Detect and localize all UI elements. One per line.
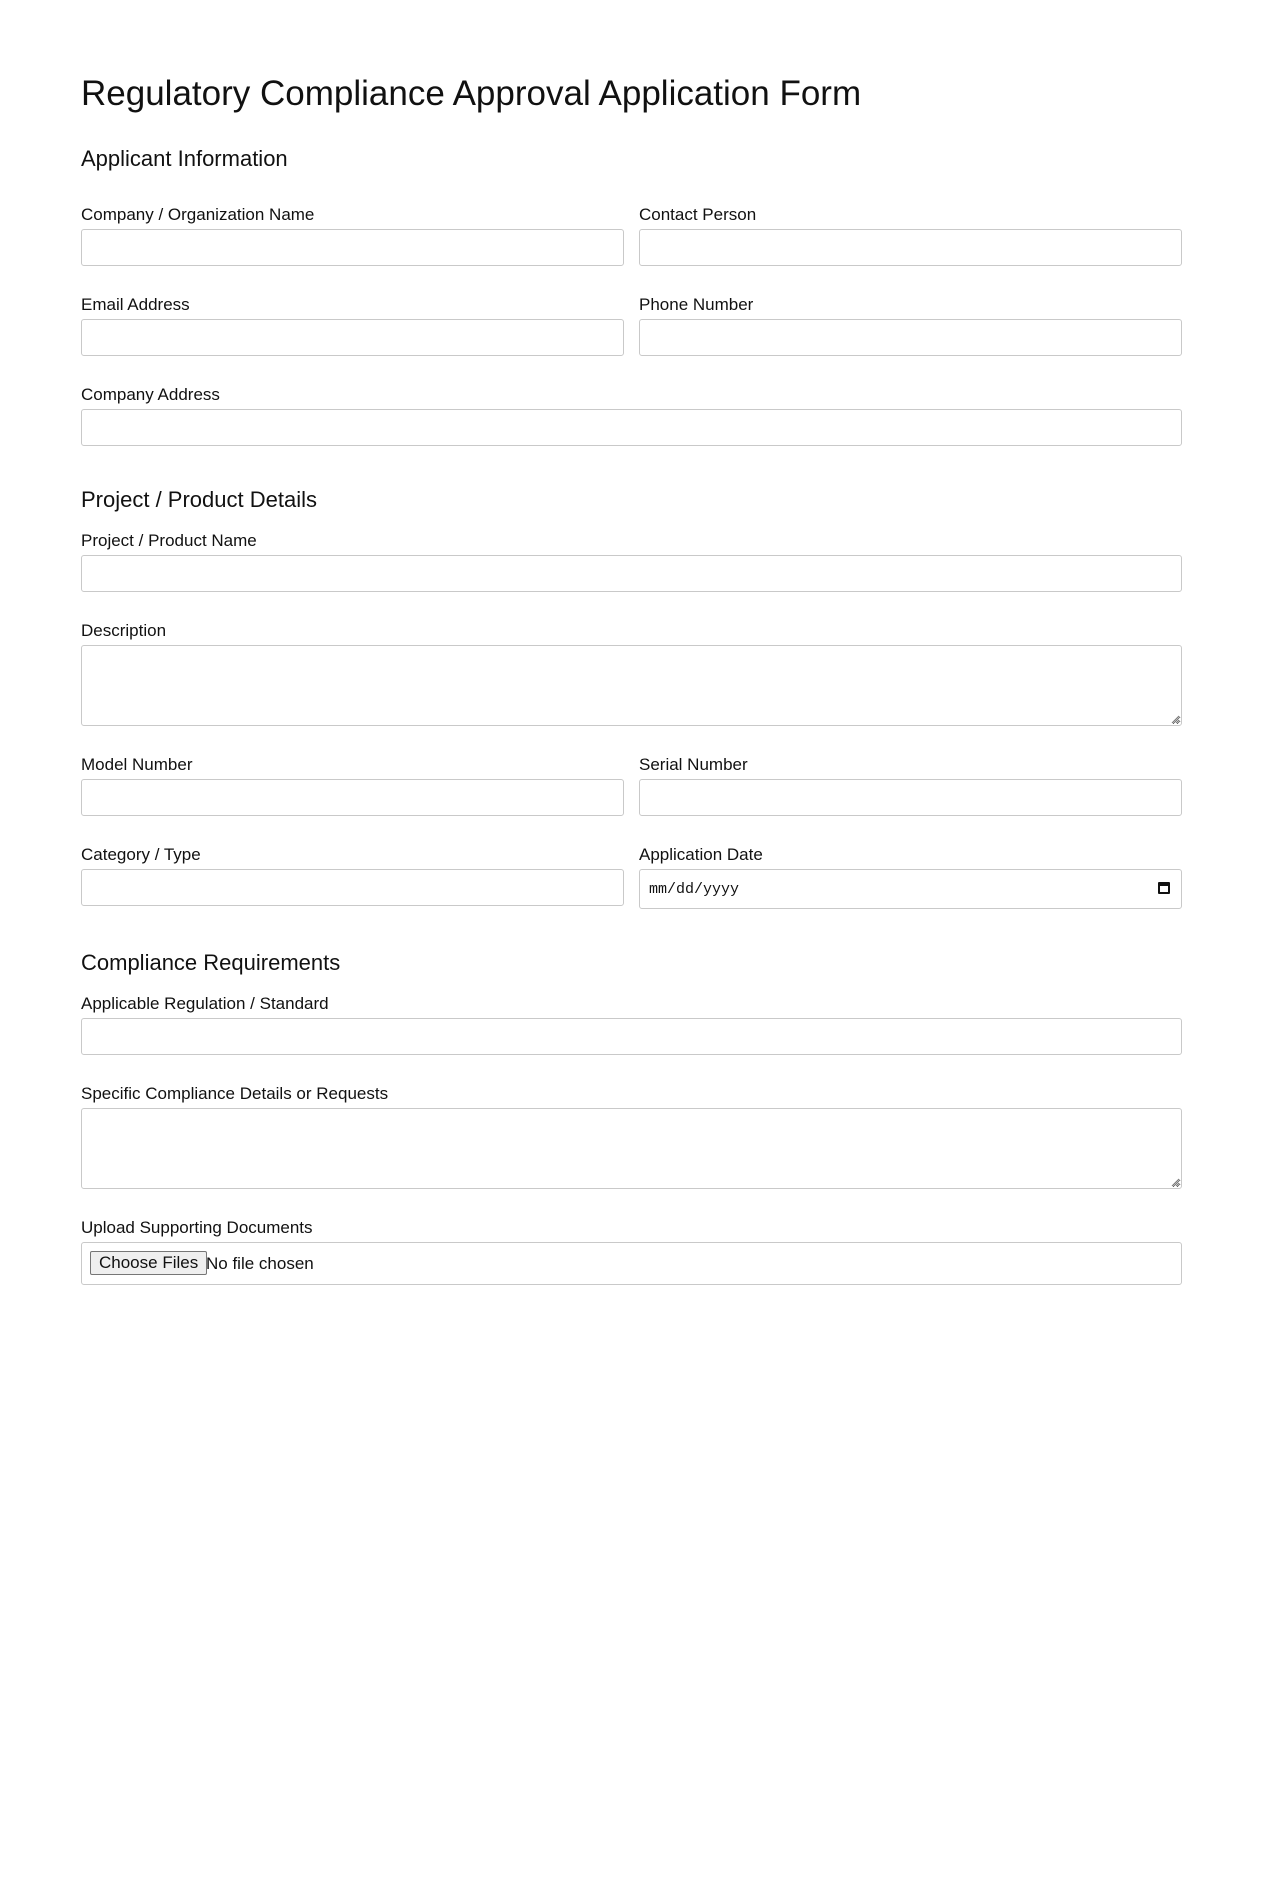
application-date-label: Application Date [639,845,763,864]
category-type-input[interactable] [81,869,624,906]
compliance-details-textarea[interactable] [81,1108,1182,1189]
phone-number-input[interactable] [639,319,1182,356]
serial-number-input[interactable] [639,779,1182,816]
serial-number-label: Serial Number [639,755,748,774]
upload-documents-input[interactable] [81,1242,1182,1285]
contact-person-input[interactable] [639,229,1182,266]
calendar-icon[interactable] [1158,882,1170,894]
applicable-regulation-label: Applicable Regulation / Standard [81,994,329,1013]
compliance-requirements-heading: Compliance Requirements [81,950,341,975]
category-type-label: Category / Type [81,845,201,864]
choose-files-button[interactable]: Choose Files [90,1251,207,1275]
contact-person-label: Contact Person [639,205,757,224]
description-label: Description [81,621,167,640]
file-status-text: No file chosen [206,1254,314,1273]
company-name-label: Company / Organization Name [81,205,315,224]
company-name-input[interactable] [81,229,624,266]
phone-number-label: Phone Number [639,295,754,314]
form-title: Regulatory Compliance Approval Application Form [81,74,862,113]
email-address-input[interactable] [81,319,624,356]
application-date-input[interactable] [639,869,1182,909]
model-number-label: Model Number [81,755,193,774]
project-product-details-heading: Project / Product Details [81,487,317,512]
project-product-name-input[interactable] [81,555,1182,592]
date-placeholder: mm/dd/yyyy [649,881,740,898]
description-textarea[interactable] [81,645,1182,726]
upload-documents-label: Upload Supporting Documents [81,1218,313,1237]
company-address-input[interactable] [81,409,1182,446]
email-address-label: Email Address [81,295,190,314]
compliance-details-label: Specific Compliance Details or Requests [81,1084,389,1103]
applicant-information-heading: Applicant Information [81,146,288,171]
project-product-name-label: Project / Product Name [81,531,257,550]
company-address-label: Company Address [81,385,220,404]
model-number-input[interactable] [81,779,624,816]
applicable-regulation-input[interactable] [81,1018,1182,1055]
